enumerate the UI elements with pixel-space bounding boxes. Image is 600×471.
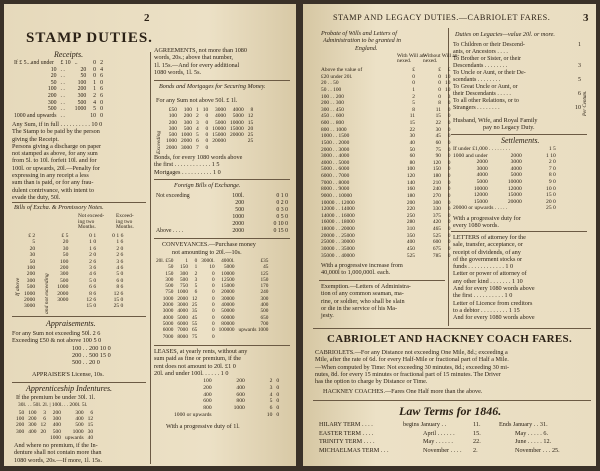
table-row: 300 . . 500 4 0: [47, 99, 103, 106]
table-row: 1000 2000 8 6 12 6: [24, 290, 124, 297]
table-row: 450 . . 600 11 15 0: [321, 113, 451, 120]
cab-heading: CABRIOLET AND HACKNEY COACH FARES.: [327, 333, 572, 345]
table-row: 20000 . . 25000 350 525 0: [321, 232, 451, 239]
legacies-side: Per Centum.: [583, 90, 588, 116]
table-row: HILARY TERM . . . . begins January . . 11. Ends January . . 31.: [319, 421, 548, 428]
table-row: 5000 10000 9 0: [476, 178, 556, 185]
page-number-right: 3: [583, 12, 589, 24]
page-number-left: 2: [144, 12, 150, 24]
table-row: 200 300 3 0 5000 10000 15: [168, 119, 254, 126]
table-row: 200 300 12 400 500 15: [16, 422, 94, 429]
probate-col2: Without Will an- nexed.: [423, 53, 460, 65]
table-row: ants, or Ancestors . . . .: [453, 49, 508, 55]
table-row: TRINITY TERM . . . . May . . . . . . 22. June . . . . . 12.: [319, 438, 552, 446]
leases-table: [172, 378, 281, 419]
table-row: 200 0 2 0: [235, 200, 288, 206]
probate-heading: Probate of Wills and Letters of Administration to be granted in England.: [321, 30, 402, 52]
table-row: 12000 . . 14000 220 330 0: [321, 206, 451, 213]
attorney-text: LETTERS of attorney for the sale, transfer, acceptance, or receipt of dividends, of any of the government stocks or funds . . . . . . . . . . . . 1 0 Letter or power of attorney of any other kind . . . . . . . 1 10 And for every 1080 words above the first . . . . . . . . . . 1 0 Letter of Licence from creditors to a debtor . . . . . . . . . 1 15 And for every 1080 words above: [453, 234, 535, 322]
bonds-heading: Bonds and Mortgages for Securing Money.: [159, 83, 266, 90]
table-row: 1500 . . 2000 40 60 0: [321, 139, 451, 146]
table-row: 50 100 2 6 3 6: [29, 258, 124, 265]
law-terms-table: [317, 421, 562, 455]
receipts-heading: Receipts.: [54, 50, 84, 59]
table-row: 10000 12000 10 0: [473, 185, 556, 192]
table-row: 5 20 1 0 1 6: [32, 239, 124, 246]
table-row: 14000 . . 16000 250 375 0: [321, 212, 451, 219]
table-row: 200 . . 300 2 6: [47, 92, 103, 99]
table-row: 1000 or upwards 10 0: [174, 411, 280, 418]
bills-col1: Not exceed- ing two Months.: [78, 213, 105, 231]
foreign-heading: Foreign Bills of Exchange.: [174, 182, 241, 189]
table-row: If under £1,000 . . . . . . . . 1 5: [453, 146, 556, 152]
table-row: 5000 . . 6000 100 150 0: [321, 166, 451, 173]
table-row: 100 200 2 0: [203, 378, 280, 384]
cab-text: CABRIOLETS.—For any Distance not exceeding One Mile, 8d.; exceeding a Mile, after the rate of 6d. for every Half-Mile or fractional part of Half a Mile. —When computed by Time: Not exceeding 30 minutes, 8d.; exceeding 30 mi- nutes, 8d. for every 15 minutes or fractional part of 15 minutes. The Driver has the option to charge by Distance or Time.: [315, 349, 510, 386]
probate-note: With a progressive increase from 40,000l to 1,000,000l. each.: [321, 262, 403, 277]
table-row: 3000 4000 7 0: [476, 165, 556, 172]
receipts-table: [12, 60, 105, 119]
table-row: 20000 or upwards . . . . . 25 0: [453, 205, 556, 212]
table-row: 300 500 3 0 12500 150: [165, 276, 269, 283]
table-row: 20 30 1 6 2 0: [29, 245, 124, 252]
table-row: 2000 3000 2 0: [476, 159, 556, 166]
table-row: 30 50 2 0 2 6: [29, 252, 124, 259]
apprentice-text: And where no premium, if the In- denture shall not contain more than 1080 words, 20s.—If more, 1l. 15s.: [14, 442, 102, 464]
legacies-note: Husband, Wife, and Royal Family pay no Legacy Duty.: [453, 117, 538, 132]
table-row: 1000 2000 6 0 20000 25: [166, 138, 254, 145]
table-row: To Brother or Sister, or their: [453, 56, 521, 62]
settlements-heading: Settlements.: [501, 136, 540, 145]
table-row: 3000 . . 4000 60 90 0: [321, 153, 451, 160]
table-row: 50 150 1 10 5000 45: [168, 264, 269, 271]
probate-col1: With Will an- nexed.: [397, 53, 427, 65]
table-row: To Children or their Descend- 1: [453, 42, 581, 48]
table-row: To Great Uncle or Aunt, or: [453, 84, 518, 90]
table-row: 200 400 3 0: [203, 384, 280, 391]
page-title: STAMP DUTIES.: [26, 30, 153, 46]
leases-footer: With a progressive duty of 1l.: [166, 423, 240, 430]
bills-side-right: and not exceeding: [44, 273, 50, 314]
table-row: 2000 3000 7 0: [166, 144, 209, 151]
table-row: 200 300 4 6 5 0: [26, 271, 124, 278]
book-gutter: [296, 0, 303, 471]
hackney-line: HACKNEY COACHES.—Fares One Half more than the above.: [323, 388, 483, 395]
table-row: MICHAELMAS TERM . . . November . . . . 2. November . . . 25.: [319, 446, 560, 454]
table-row: To Uncle or Aunt, or their De-: [453, 70, 526, 76]
table-row: 800 . . 1000 22 30 0: [321, 126, 451, 133]
bonds-table: [164, 107, 255, 151]
table-row: 25000 . . 30000 400 600 0: [321, 239, 451, 246]
table-row: 3000 4000 35 0 50000 500: [162, 308, 269, 315]
legacies-heading: Duties on Legacies—value 20l. or more.: [455, 31, 555, 38]
table-row: 1000 0 5 0: [232, 214, 288, 220]
table-row: 50 . . 100 1 0 10: [321, 86, 451, 93]
bills-table: [22, 233, 125, 310]
table-row: 150 300 2 0 10000 125: [165, 270, 269, 277]
table-row: To all other Relations, or to: [453, 98, 519, 104]
law-terms-heading: Law Terms for 1846.: [399, 404, 502, 418]
running-header: STAMP AND LEGACY DUTIES.—CABRIOLET FARES.: [333, 13, 551, 22]
table-row: 400 600 4 0: [203, 391, 280, 398]
table-row: 4000 5000 45 0 60000 650: [162, 314, 269, 321]
table-row: 30000 . . 35000 450 675 0: [321, 245, 451, 252]
appraisements-text: For any Sum not exceeding 50l. 2 6 Exceeding £50 & not above 100 5 0 100 . . 200 10 0 200 . . 500 15 0 500 . . 20 0: [12, 330, 111, 367]
table-row: 18000 . . 20000 310 465 0: [321, 226, 451, 232]
table-row: scendants . . . . . . . . 5: [453, 77, 581, 83]
table-row: 750 1000 6 0 20000 240: [165, 289, 269, 296]
table-row: 600 . . 800 15 22 0: [321, 120, 451, 126]
table-row: 3000 15 0 25 0: [24, 303, 124, 310]
conveyances-sub: not amounting to 20l.—10s.: [172, 249, 242, 256]
conveyances-heading: CONVEYANCES.—Purchase money: [162, 241, 256, 248]
table-row: £20 under 20l. 0 0 10: [321, 73, 451, 80]
table-row: 7000 . . 8000 140 210 0: [321, 179, 451, 186]
table-row: 4000 5000 8 0: [476, 172, 556, 179]
receipts-text: Any Sum, if in full . . . . . . . . . . 10 0 The Stamp to be paid by the person giving the Receipt. Persons giving a discharge on paper not stamped as above, for any sum from 5l. to 10l. forfeit 10l. and for 100l. or upwards, 20l.—Penalty for expressing in any receipt a less sum than is paid, or for any frau- dulent contrivance, with intent to evade the duty, 50l.: [12, 121, 103, 201]
table-row: 600 800 5 0: [203, 398, 280, 405]
table-row: 1000 . . 1500 30 45 0: [321, 133, 451, 140]
table-row: 50 100 3 200 300 6: [18, 410, 94, 416]
leases-text: LEASES, at yearly rents, without any sum paid as fine or premium, if the rent does not amount to 20l. £1 0 20l. and under 100l. . . . . . 1 0: [154, 348, 248, 377]
table-row: £ 2 £ 5 0 1 0 1 6: [28, 233, 124, 239]
apprentice-heading: Apprenticeship Indentures.: [26, 384, 113, 393]
table-row: Above . . . . 2000 0 15 0: [156, 228, 288, 234]
table-row: 500 1000 6 6 8 6: [26, 284, 124, 291]
apprentice-cols: 30l. . . 50l. 2l. | 100l. . . 200l. 5l.: [18, 402, 88, 408]
table-row: 300 . . 450 8 11 0: [321, 106, 451, 113]
table-row: EASTER TERM . . . . April . . . . . . 15. May . . . . . 6.: [319, 429, 548, 437]
table-row: Descendants . . . . . . . . 3: [453, 63, 581, 69]
table-row: 100 200 3 6 4 6: [26, 265, 124, 272]
agreements-text: AGREEMENTS, not more than 1080 words, 20s.; above that number, 1l. 15s.—And for every additional 1080 words, 1l. 5s.: [154, 47, 247, 76]
bills-col2: Exceed- ing two Months.: [116, 213, 134, 231]
settlements-table: [451, 146, 558, 212]
appraisements-heading: Appraisements.: [46, 319, 96, 328]
bonds-text: Bonds, for every 1080 words above the first . . . . . . . . . . . . 1 5 Mortgages . . . . . . . . . . 1 0: [154, 154, 243, 176]
table-row: 15000 20000 20 0: [473, 198, 556, 205]
table-row: Not exceeding 100l. 0 1 0: [156, 193, 288, 199]
table-row: 1000 and under 2000 1 10: [453, 152, 556, 159]
foreign-table: [154, 193, 290, 235]
table-row: 100 . . 200 1 6: [47, 86, 103, 93]
settlements-note: With a progressive duty for every 1080 words.: [453, 215, 521, 230]
table-row: 1000 upwards 40: [50, 434, 94, 441]
left-page: [4, 4, 296, 466]
table-row: 100 200 6 300 400 12: [16, 416, 94, 423]
table-row: 100 . . 200 2 0 3: [321, 93, 451, 100]
table-row: 7000 8000 75 0: [162, 333, 215, 340]
appraiser-license: APPRAISER'S License, 10s.: [32, 371, 104, 378]
table-row: 10000 . . 12000 200 300 0: [321, 199, 451, 206]
table-row: 300 400 20 500 1000 30: [16, 428, 94, 435]
table-row: 300 500 5 0 6 0: [26, 277, 124, 284]
conveyances-table: [154, 258, 270, 340]
table-row: 800 1000 6 0: [203, 405, 280, 412]
table-row: 2000 . . 3000 50 75 0: [321, 146, 451, 153]
table-row: 12000 15000 15 0: [473, 192, 556, 199]
table-row: 8000 . . 9000 160 240 0: [321, 186, 451, 193]
apprentice-line: If the premium be under 30l. 1l.: [16, 394, 96, 401]
table-row: 5000 6000 55 0 80000 700: [162, 320, 269, 327]
table-row: 35000 . . 40000 525 785 0: [321, 252, 451, 259]
table-row: 2000 3000 25 0 40000 400: [162, 302, 269, 309]
bonds-line: For any Sum not above 50l. £ 1l.: [156, 97, 238, 104]
table-row: 2000 3000 12 6 15 0: [24, 297, 124, 304]
table-row: 1000 2000 12 0 30000 300: [162, 295, 269, 302]
table-row: If £ 5...and under £ 10 .. 0 2: [14, 60, 103, 66]
legacies-table: [451, 42, 583, 112]
table-row: 4000 . . 5000 80 120 0: [321, 159, 451, 166]
table-row: 500 . . 1000 5 0: [47, 106, 103, 113]
exemption-text: Exemption.—Letters of Administra- tion of any common seaman, ma- rine, or soldier, who shall be slain or die in the service of his Ma- jesty.: [321, 283, 411, 320]
table-row: 500 750 5 0 15000 170: [165, 283, 269, 290]
table-row: 1000 and upwards . . 10 0: [14, 112, 103, 119]
table-row: 200 . . 300 5 8 0: [321, 100, 451, 107]
table-row: 9000 . . 10000 180 270 0: [321, 192, 451, 199]
table-row: 16000 . . 18000 280 420 0: [321, 219, 451, 226]
table-row: 500 1000 5 0 15000 20000 25: [168, 132, 254, 139]
table-row: 2000 0 10 0: [232, 221, 288, 227]
bonds-side: Exceeding: [156, 130, 162, 154]
table-row: 20 . . 50 0 0 10: [321, 80, 451, 87]
bills-side-left: If above: [15, 277, 21, 296]
table-row: their Descendants . . . . . 6: [453, 91, 581, 97]
table-row: 6000 7000 65 0 100000 upwards 1000: [162, 327, 269, 334]
table-row: 10 . . 20 0 4: [50, 66, 103, 73]
table-row: £50 100 1 10 3000 4000 8: [168, 107, 254, 113]
table-row: 20l. £50 1 0 3000l. 4000l. £35: [156, 258, 269, 264]
table-row: Above the value of £ £ £: [321, 67, 451, 73]
table-row: 300 500 4 0 10000 15000 20: [168, 125, 254, 132]
bills-heading: Bills of Excha. & Promissory Notes.: [14, 204, 104, 211]
column-divider: [150, 52, 151, 464]
table-row: Strangers . . . . . . . . 10: [453, 105, 581, 111]
probate-table: [319, 67, 452, 259]
right-page: [303, 4, 596, 466]
table-row: 20 . . 50 0 6: [50, 73, 103, 80]
table-row: 500 0 3 0: [235, 207, 288, 213]
table-row: 100 200 2 0 4000 5000 12: [168, 113, 254, 120]
table-row: 6000 . . 7000 120 180 0: [321, 173, 451, 179]
table-row: 50 . . 100 1 0: [50, 79, 103, 86]
apprentice-table: [14, 410, 95, 441]
